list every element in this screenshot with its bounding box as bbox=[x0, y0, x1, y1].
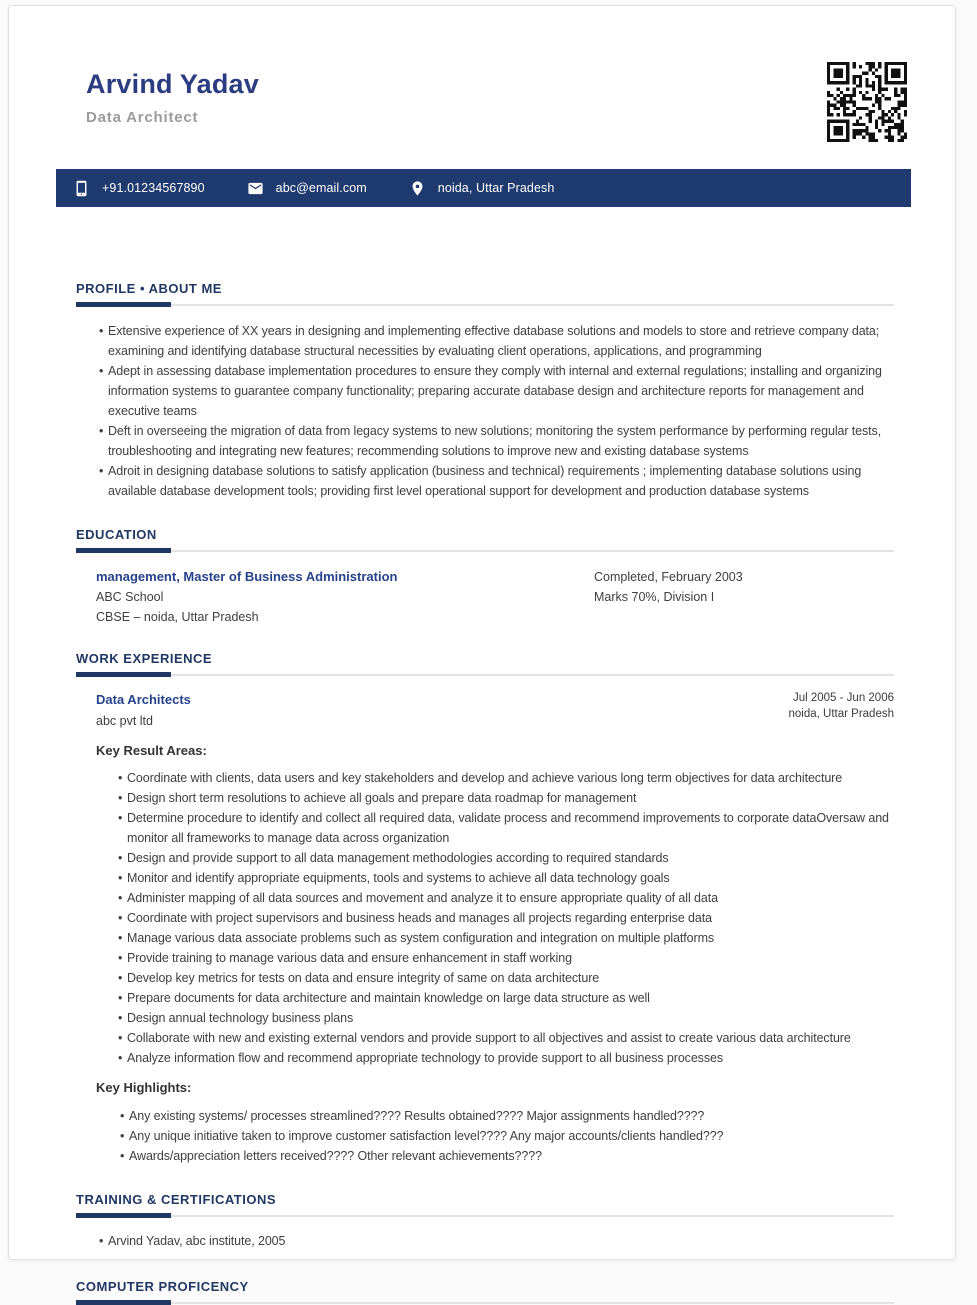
key-highlight-bullet: • Awards/appreciation letters received???? Other relevant achievements???? bbox=[129, 1146, 894, 1166]
key-result-bullet: • Develop key metrics for tests on data and ensure integrity of same on data architecture bbox=[127, 968, 894, 988]
education-completed: Completed, February 2003 bbox=[594, 570, 743, 584]
key-result-bullet: • Administer mapping of all data sources and movement and analyze it to ensure appropriate quality of all data bbox=[127, 888, 894, 908]
education-school: ABC School bbox=[96, 590, 164, 604]
training-bullet: • Arvind Yadav, abc institute, 2005 bbox=[108, 1231, 894, 1251]
profile-bullet: • Adept in assessing database implementation procedures to ensure they comply with internal and external regulations; installing and organizing information systems to guarantee company functionality; preparing accurate database design and architecture reports for management and executive teams bbox=[108, 361, 894, 421]
contact-phone-text: +91.01234567890 bbox=[102, 181, 205, 195]
job-header-right bbox=[789, 690, 894, 731]
section-rule bbox=[76, 1215, 894, 1217]
education-board: CBSE – noida, Uttar Pradesh bbox=[96, 610, 259, 624]
profile-heading: PROFILE • ABOUT ME bbox=[76, 281, 222, 296]
contact-location-text: noida, Uttar Pradesh bbox=[437, 181, 555, 195]
contact-email bbox=[247, 180, 367, 197]
job-title: Data Architects bbox=[96, 692, 191, 707]
section-rule bbox=[76, 304, 894, 306]
key-result-bullet: • Collaborate with new and existing external vendors and provide support to all objectives and assist to create various data architecture bbox=[127, 1028, 894, 1048]
key-result-bullet: • Provide training to manage various data and ensure enhancement in staff working bbox=[127, 948, 894, 968]
profile-bullet: • Adroit in designing database solutions to satisfy application (business and technical) requirements ; implementing database solutions using available database development tools; providing first level operational support for development and production database systems bbox=[108, 461, 894, 501]
location-pin-icon bbox=[409, 180, 426, 197]
education-marks: Marks 70%, Division I bbox=[594, 590, 715, 604]
key-highlight-bullet: • Any existing systems/ processes streamlined???? Results obtained???? Major assignments handled???? bbox=[129, 1106, 894, 1126]
job-location: noida, Uttar Pradesh bbox=[788, 708, 894, 720]
key-result-bullet: • Design and provide support to all data management methodologies according to required standards bbox=[127, 848, 894, 868]
contact-phone bbox=[73, 180, 205, 197]
education-degree: management, Master of Business Administration bbox=[96, 569, 398, 584]
key-highlights-label: Key Highlights: bbox=[96, 1080, 192, 1095]
section-profile bbox=[76, 281, 894, 501]
rule-accent bbox=[76, 672, 171, 677]
rule-accent bbox=[76, 1300, 171, 1305]
profile-bullet: • Extensive experience of XX years in designing and implementing effective database solutions and models to store and retrieve company data; examining and identifying database structural necessities by evaluating client operations, applications, and programming bbox=[108, 321, 894, 361]
contact-bar bbox=[56, 169, 911, 207]
section-rule bbox=[76, 674, 894, 676]
key-result-bullet: • Manage various data associate problems such as system configuration and integration on multiple platforms bbox=[127, 928, 894, 948]
resume-header bbox=[86, 59, 907, 149]
key-result-bullet: • Coordinate with project supervisors and business heads and manages all projects regarding enterprise data bbox=[127, 908, 894, 928]
phone-icon bbox=[73, 180, 90, 197]
candidate-job-title: Data Architect bbox=[86, 109, 199, 126]
rule-accent bbox=[76, 548, 171, 553]
contact-email-text: abc@email.com bbox=[275, 181, 367, 195]
key-result-bullet: • Design annual technology business plans bbox=[127, 1008, 894, 1028]
section-rule bbox=[76, 550, 894, 552]
rule-accent bbox=[76, 302, 171, 307]
contact-location bbox=[409, 180, 555, 197]
job-company: abc pvt ltd bbox=[96, 714, 153, 728]
key-highlight-bullet: • Any unique initiative taken to improve customer satisfaction level???? Any major accounts/clients handled??? bbox=[129, 1126, 894, 1146]
key-result-areas-label: Key Result Areas: bbox=[96, 743, 207, 758]
mail-icon bbox=[247, 180, 264, 197]
job-header-left bbox=[96, 690, 789, 731]
training-heading: TRAINING & CERTIFICATIONS bbox=[76, 1192, 277, 1207]
work-heading: WORK EXPERIENCE bbox=[76, 651, 213, 666]
qr-code bbox=[827, 62, 907, 142]
section-rule bbox=[76, 1302, 894, 1304]
resume-body bbox=[76, 281, 894, 1304]
rule-accent bbox=[76, 1213, 171, 1218]
computer-proficiency-heading: COMPUTER PROFICENCY bbox=[76, 1279, 249, 1294]
profile-bullet: • Deft in overseeing the migration of data from legacy systems to new solutions; monitoring the system performance by performing regular tests, troubleshooting and integrating new features; recommending solutions to improve new and existing database systems bbox=[108, 421, 894, 461]
section-education bbox=[76, 527, 894, 627]
education-entry-left bbox=[96, 567, 594, 627]
training-bullet-list bbox=[76, 1231, 894, 1251]
key-result-bullet: • Monitor and identify appropriate equipments, tools and systems to achieve all data technology goals bbox=[127, 868, 894, 888]
candidate-name: Arvind Yadav bbox=[86, 69, 259, 99]
key-highlight-list bbox=[76, 1106, 894, 1166]
education-heading: EDUCATION bbox=[76, 527, 157, 542]
key-result-bullet: • Coordinate with clients, data users and key stakeholders and develop and achieve various long term objectives for data architecture bbox=[127, 768, 894, 788]
key-result-bullet: • Design short term resolutions to achieve all goals and prepare data roadmap for management bbox=[127, 788, 894, 808]
job-date-range: Jul 2005 - Jun 2006 bbox=[792, 692, 894, 704]
key-result-bullet: • Prepare documents for data architecture and maintain knowledge on large data structure as well bbox=[127, 988, 894, 1008]
key-result-bullet: • Determine procedure to identify and collect all required data, validate process and recommend improvements to corporate dataOversaw and monitor all frameworks to manage data across organization bbox=[127, 808, 894, 848]
section-training bbox=[76, 1192, 894, 1251]
job-header bbox=[76, 690, 894, 731]
resume-page bbox=[8, 5, 956, 1294]
section-computer-proficiency bbox=[76, 1279, 894, 1304]
key-result-bullet: • Analyze information flow and recommend appropriate technology to provide support to all business processes bbox=[127, 1048, 894, 1068]
education-entry bbox=[76, 567, 894, 627]
education-entry-right bbox=[594, 567, 894, 627]
key-result-list bbox=[76, 768, 894, 1068]
profile-bullet-list bbox=[76, 321, 894, 501]
section-work-experience bbox=[76, 651, 894, 1166]
